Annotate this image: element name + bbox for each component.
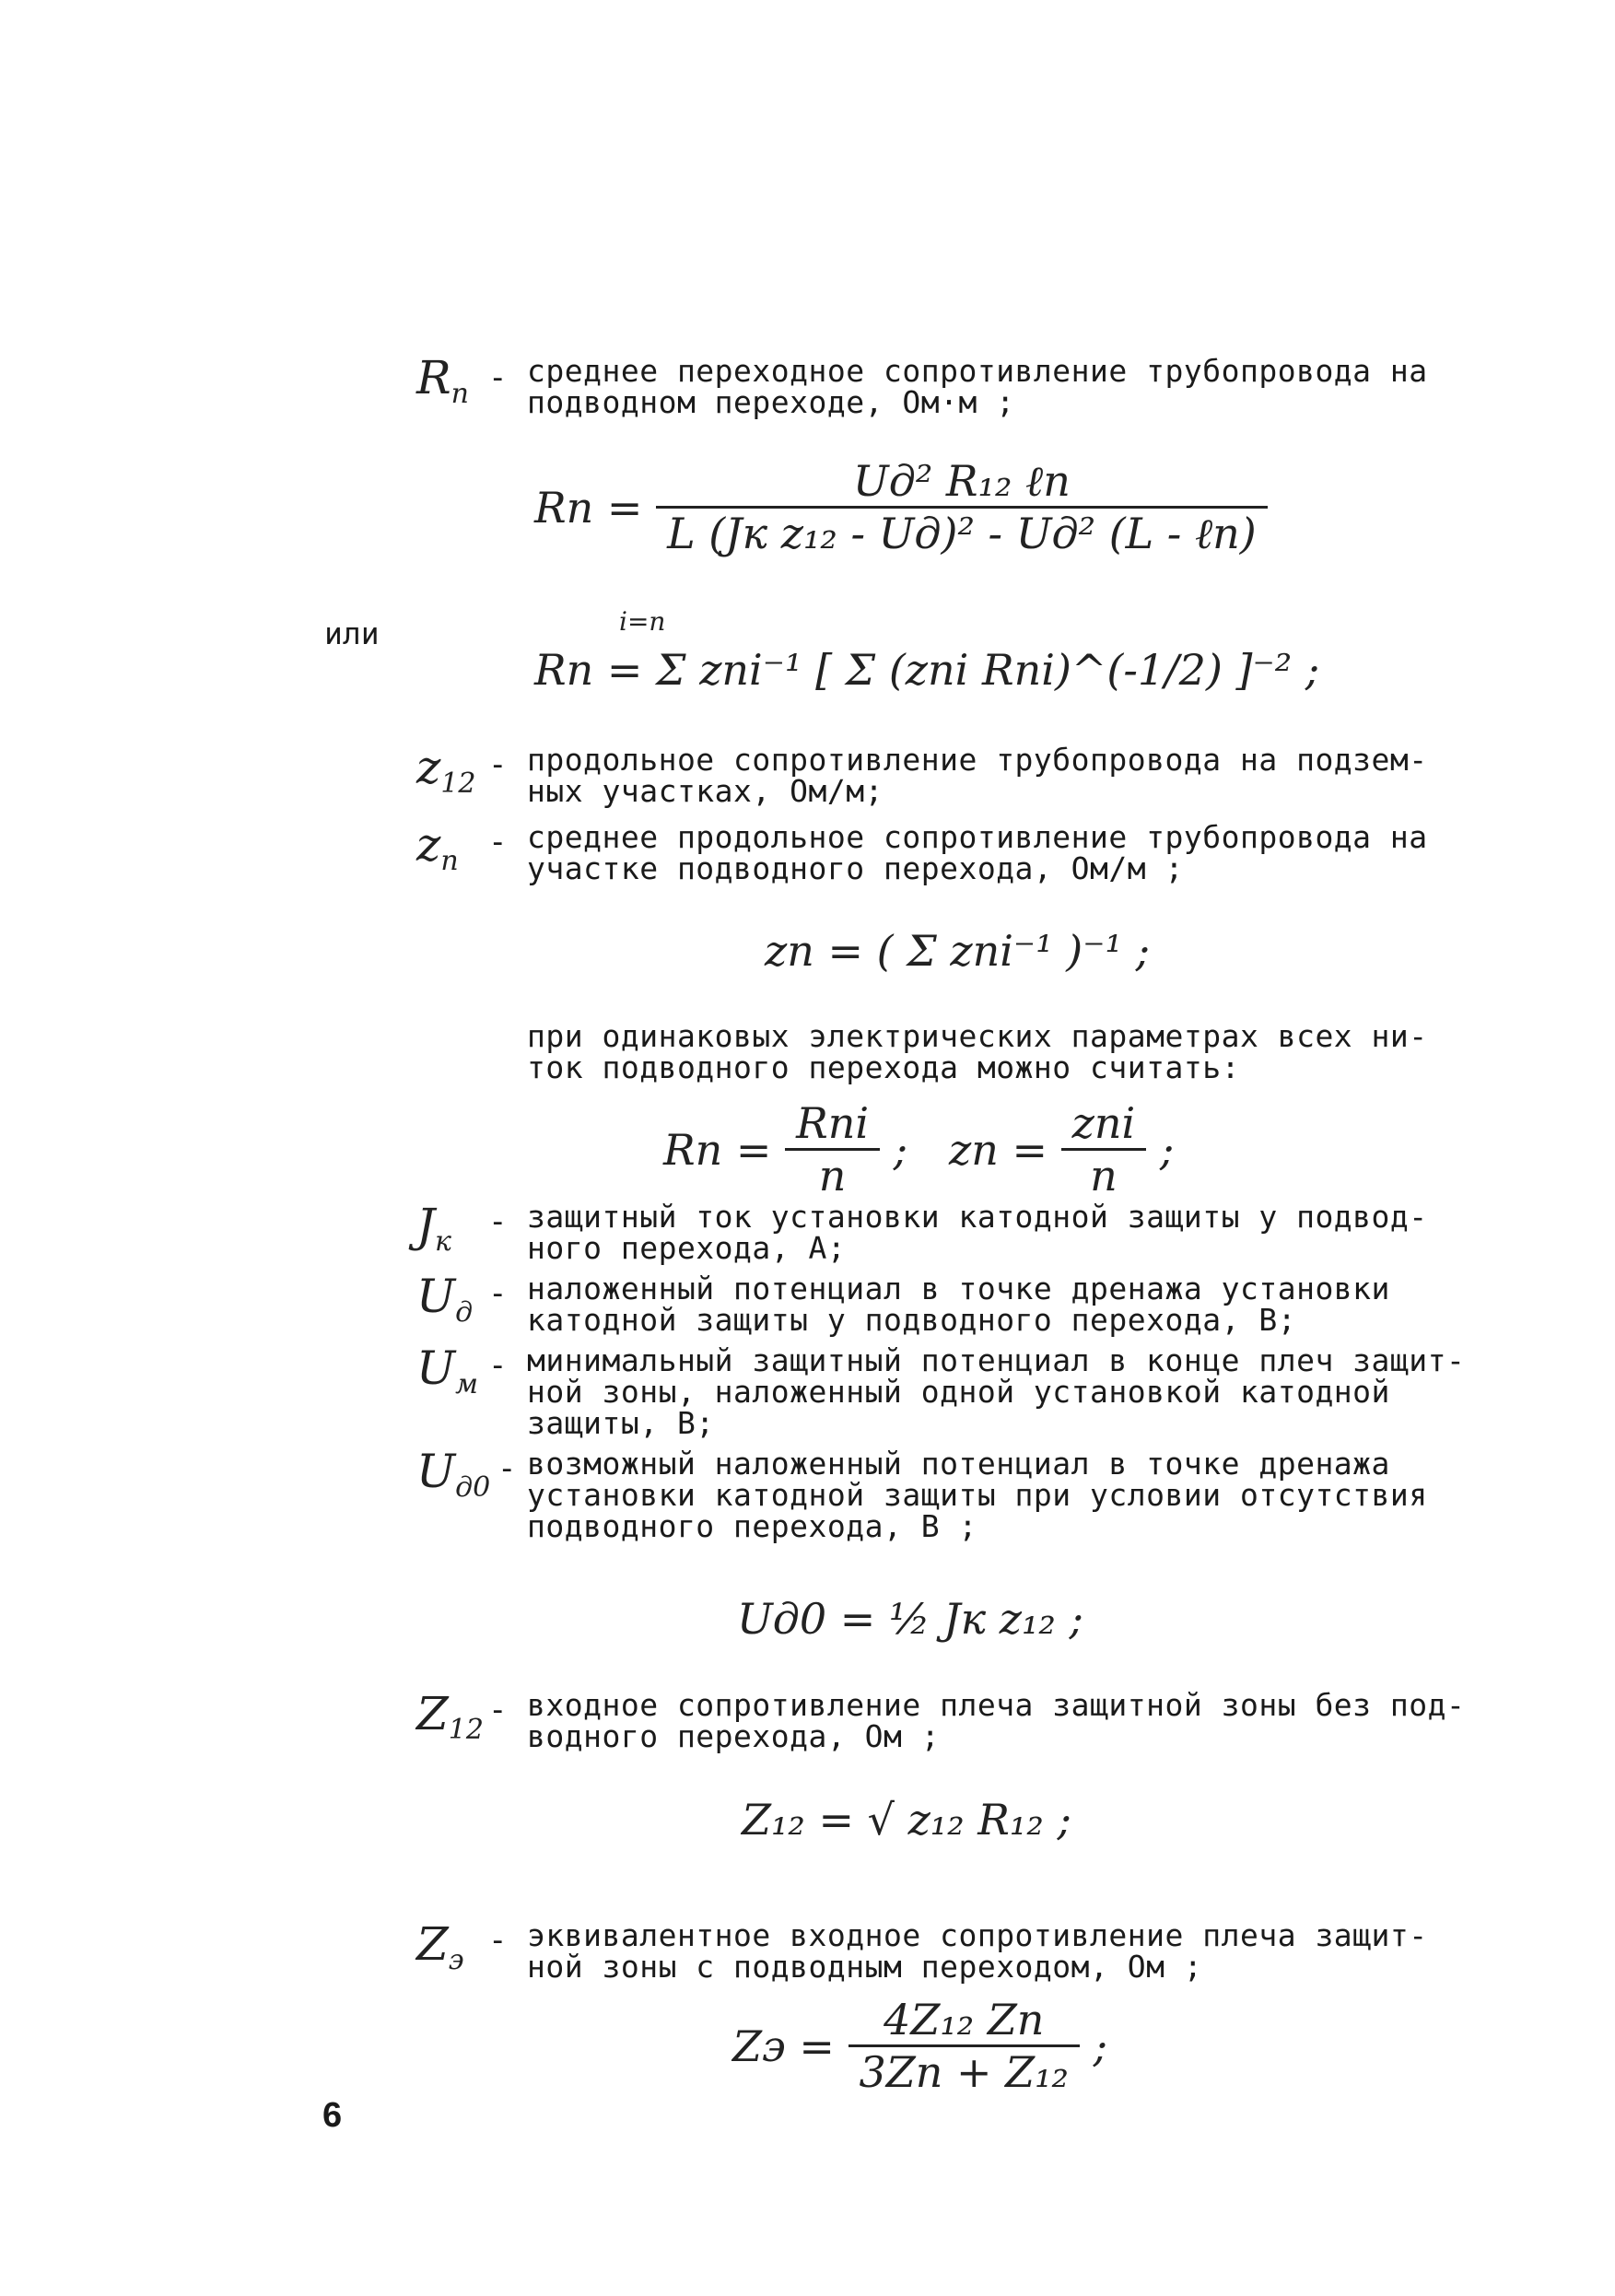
- definition-z12: продольное сопротивление трубопровода на подзем- ных участках, Ом/м;: [527, 742, 1428, 809]
- formula-Z12: Z₁₂ = √ z₁₂ R₁₂ ;: [742, 1795, 1071, 1845]
- dash: -: [488, 1692, 508, 1728]
- formula-rn-fraction: Rп = $\frac{\text{Uд² R₁₂ ℓп}}{\text{L (Jк z₁₂ - Uд)² - Uд² (L - ℓп)}}$: [534, 456, 1268, 558]
- definition-jk: защитный ток установки катодной защиты у подвод- ного перехода, А;: [527, 1199, 1428, 1266]
- definition-rn: среднее переходное сопротивление трубопровода на подводном переходе, Ом·м ;: [527, 353, 1428, 420]
- definition-ud: наложенный потенциал в точке дренажа установки катодной защиты у подводного перехода, В;: [527, 1271, 1390, 1338]
- formula-ud0: Uд0 = ½ Jк z₁₂ ;: [737, 1594, 1083, 1644]
- dash: -: [488, 1347, 508, 1384]
- dash: -: [488, 746, 508, 783]
- formula-Ze: Zэ = $\frac{\text{4Z₁₂ Zп}}{\text{3Zп + Z₁₂}}$ ;: [732, 1995, 1108, 2097]
- formula-zn-equal: zп = $\frac{\text{zпi}}{п}$ ;: [949, 1098, 1175, 1201]
- symbol-z12: $z_{12}$: [416, 741, 476, 800]
- formula-rn-equal: Rп = $\frac{\text{Rпi}}{п}$ ;: [663, 1098, 908, 1201]
- symbol-ud: $U_д$: [416, 1270, 474, 1329]
- formula-zn: zп = ( Σ zпi⁻¹ )⁻¹ ;: [765, 926, 1151, 976]
- dash: -: [488, 359, 508, 396]
- formula-rn-numerator: Uд² R₁₂ ℓп: [656, 456, 1268, 509]
- definition-um: минимальный защитный потенциал в конце плеч защит- ной зоны, наложенный одной установкой катодной защиты, В;: [527, 1342, 1466, 1441]
- symbol-jk: $J_к$: [416, 1199, 451, 1258]
- dash: -: [497, 1450, 517, 1487]
- formula-rn-sum: Rп = Σ zпi⁻¹ [ Σ (zпi Rпi)^(-1/2) ]⁻² ;: [534, 645, 1320, 695]
- or-word: или: [324, 615, 380, 651]
- definition-Z12: входное сопротивление плеча защитной зоны без под- водного перехода, Ом ;: [527, 1687, 1466, 1754]
- dash: -: [488, 1922, 508, 1959]
- symbol-ud0: $U_{д0}$: [416, 1445, 491, 1504]
- dash: -: [488, 824, 508, 861]
- definition-ud0: возможный наложенный потенциал в точке дренажа установки катодной защиты при условии отсутствия подводного перехода, В ;: [527, 1446, 1428, 1544]
- symbol-rn: $R_п$: [416, 351, 469, 410]
- definition-Ze: эквивалентное входное сопротивление плеча защит- ной зоны с подводным переходом, Ом ;: [527, 1917, 1428, 1985]
- formula-rn-sum-limit: i=п: [619, 606, 666, 637]
- dash: -: [488, 1275, 508, 1312]
- definition-zn: среднее продольное сопротивление трубопровода на участке подводного перехода, Ом/м ;: [527, 819, 1428, 886]
- symbol-Z12: $Z_{12}$: [416, 1687, 484, 1746]
- formula-rn-denominator: L (Jк z₁₂ - Uд)² - Uд² (L - ℓп): [667, 509, 1257, 558]
- symbol-Ze: $Z_э$: [416, 1917, 464, 1976]
- symbol-zn: $z_п$: [416, 818, 459, 877]
- page-number: 6: [322, 2096, 343, 2135]
- symbol-um: $U_м$: [416, 1341, 479, 1400]
- note-equal-parameters: при одинаковых электрических параметрах всех ни- ток подводного перехода можно считать:: [527, 1018, 1428, 1085]
- dash: -: [488, 1203, 508, 1240]
